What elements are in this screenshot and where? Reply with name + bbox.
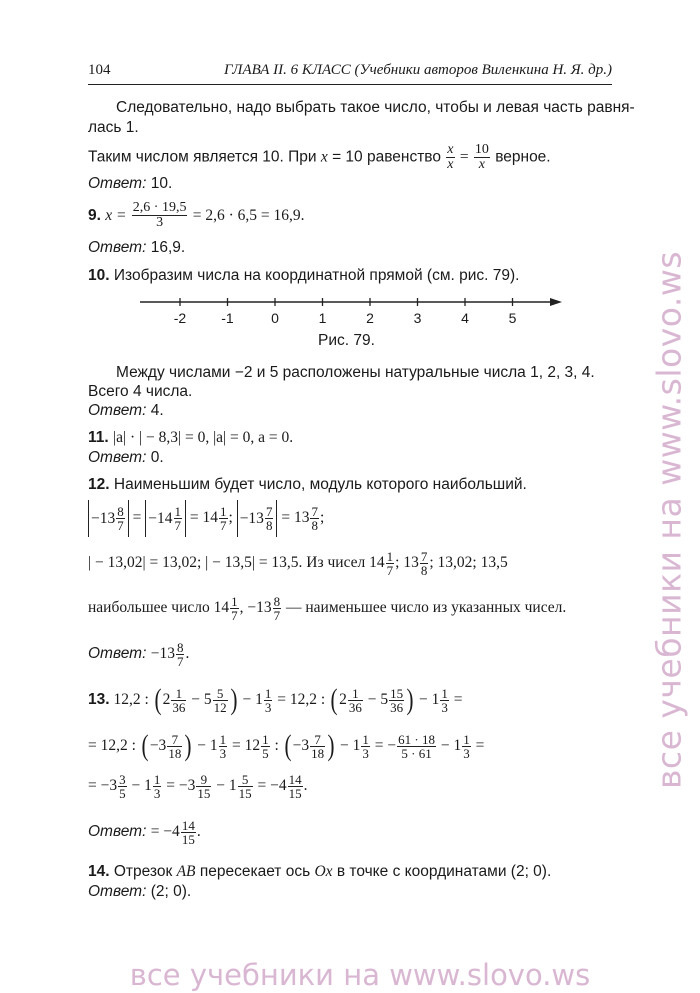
fraction: $\frac{10}{x}$ <box>474 142 489 172</box>
page-header <box>88 62 612 84</box>
page-number: 104 <box>88 62 111 78</box>
problem-11: 11. |a| · | − 8,3| = 0, |a| = 0, a = 0. <box>88 429 294 446</box>
axis-tick-label: -2 <box>173 310 187 326</box>
math-line: −13 $\frac{8}{7}$ = −14 $\frac{1}{7}$ = 14 $\frac{1}{7}$ ; −13 $\frac{7}{8}$ = 13 $\frac{7}{8}$ ; <box>88 500 616 537</box>
answer-line: Ответ: 4. <box>88 402 164 419</box>
answer-line: Ответ: −13 $\frac{8}{7}$ . <box>88 639 190 669</box>
text-line: Между числами −2 и 5 расположены натуральные числа 1, 2, 3, 4. <box>116 364 595 381</box>
running-title: ГЛАВА II. 6 КЛАСС (Учебники авторов Виленкина Н. Я. др.) <box>223 62 612 78</box>
text-line: Следовательно, надо выбрать такое число, чтобы и левая часть равня- <box>116 99 635 116</box>
math-line: | − 13,02| = 13,02; | − 13,5| = 13,5. Из чисел 14 $\frac{1}{7}$ ; 13 $\frac{7}{8}$ ; 13,02; 13,5 <box>88 548 508 578</box>
problem-12: 12. Наименьшим будет число, модуль которого наибольший. <box>88 476 527 493</box>
problem-9: 9. x = $\frac{2,6 \cdot 19,5}{3}$ = 2,6 · 6,5 = 16,9. <box>88 200 305 231</box>
axis-tick-label: 0 <box>271 310 279 326</box>
answer-line: Ответ: 0. <box>88 449 164 466</box>
watermark-bottom: все учебники на www.slovo.ws <box>129 958 591 992</box>
answer-line: Ответ: 16,9. <box>88 239 186 256</box>
answer-line: Ответ: 10. <box>88 175 173 192</box>
figure-caption: Рис. 79. <box>318 332 375 349</box>
coordinate-line <box>130 293 570 329</box>
text-line: лась 1. <box>88 119 139 136</box>
text-line: Всего 4 числа. <box>88 383 193 400</box>
fraction: $\frac{x}{x}$ <box>447 142 454 172</box>
problem-14: 14. Отрезок AB пересекает ось Ox в точке с координатами (2; 0). <box>88 863 552 880</box>
watermark-vertical: все учебники на www.slovo.ws <box>649 250 689 790</box>
axis-tick-label: 2 <box>366 310 374 326</box>
axis-tick-label: 3 <box>413 310 422 326</box>
axis-tick-label: 5 <box>508 310 517 326</box>
text-line: Таким числом является 10. При x = 10 равенство $\frac{x}{x}$ = $\frac{10}{x}$ верное. <box>88 142 551 172</box>
math-line: = −3 $\frac{3}{5}$ − 1 $\frac{1}{3}$ = −3 $\frac{9}{15}$ − 1 $\frac{5}{15}$ = −4 $\frac{14}{15}$ . <box>88 771 308 801</box>
problem-13: 13. 12,2 : (2 $\frac{1}{36}$ − 5 $\frac{5}{12}$ ) − 1 $\frac{1}{3}$ = 12,2 : (2 $\frac{1}{36}$ − 5 $\frac{15}{36}$ ) − 1 $\frac{1}{3}$ = <box>88 683 463 717</box>
math-line: = 12,2 : (−3 $\frac{7}{18}$ ) − 1 $\frac{1}{3}$ = 12 $\frac{1}{5}$ : (−3 $\frac{7}{18}$ ) − 1 $\frac{1}{3}$ = − $\frac{61 \cdot 18}{5 \cdot 61}$ − 1 $\frac{1}{3}$ = <box>88 729 485 763</box>
problem-10: 10. Изобразим числа на координатной прямой (см. рис. 79). <box>88 267 520 284</box>
axis-arrow <box>550 298 562 306</box>
header-rule <box>88 84 612 85</box>
axis-tick-label: 1 <box>318 310 327 326</box>
answer-line: Ответ: (2; 0). <box>88 883 192 900</box>
axis-tick-label: -1 <box>221 310 234 326</box>
fraction: $\frac{2,6 \cdot 19,5}{3}$ <box>132 200 187 231</box>
math-line: наибольшее число 14 $\frac{1}{7}$ , −13 $\frac{8}{7}$ — наименьшее число из указанных чисел. <box>88 593 567 623</box>
answer-line: Ответ: = −4 $\frac{14}{15}$ . <box>88 817 201 847</box>
axis-tick-label: 4 <box>461 310 469 326</box>
